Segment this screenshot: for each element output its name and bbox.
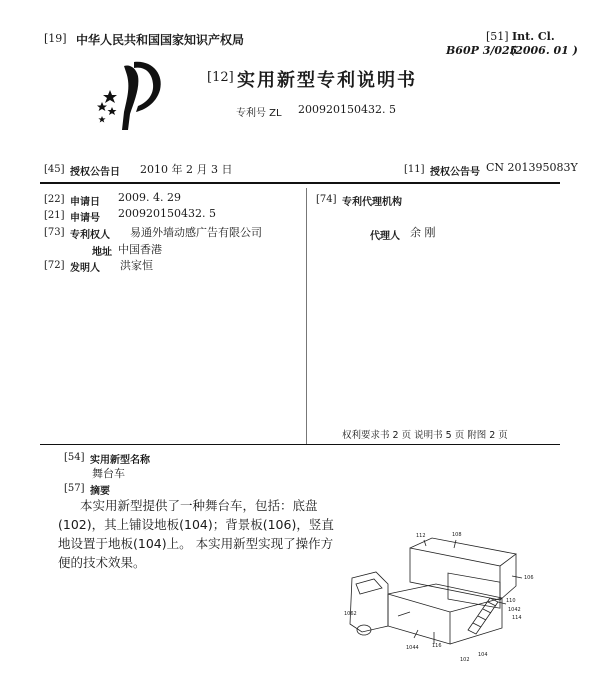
divider-middle: [40, 444, 560, 445]
agency-label: 专利代理机构: [342, 197, 402, 208]
divider-top: [40, 182, 560, 184]
emblem-curve: [134, 62, 161, 112]
code-73: [73]: [44, 227, 65, 238]
int-cl-date: (2006. 01 ): [510, 44, 578, 57]
address-label: 地址: [92, 247, 112, 258]
utility-model-name: 舞台车: [92, 467, 125, 480]
address: 中国香港: [118, 243, 162, 256]
stage-floor: [388, 584, 502, 612]
filing-date-label: 申请日: [70, 197, 100, 208]
emblem-swoosh: [122, 65, 138, 130]
figure-label-104: 104: [478, 652, 488, 658]
code-51: [51]: [486, 30, 509, 43]
figure-label-116: 116: [432, 643, 442, 649]
abstract-line-3: 地设置于地板(104)上。 本实用新型实现了操作方: [58, 536, 334, 551]
abstract-line-4: 便的技术效果。: [58, 555, 146, 570]
star-icon: [97, 90, 117, 123]
stage-truck-figure: [340, 532, 560, 672]
abstract-line-1: 本实用新型提供了一种舞台车，包括：底盘: [80, 498, 318, 513]
inventor: 洪家恒: [120, 259, 153, 272]
int-cl-label: Int. Cl.: [512, 30, 555, 43]
figure-label-114: 114: [512, 615, 522, 621]
patentee: 易通外墙动感广告有限公司: [130, 226, 262, 239]
filing-date: 2009. 4. 29: [118, 191, 181, 204]
pages-info: 权利要求书 2 页 说明书 5 页 附图 2 页: [342, 430, 508, 441]
office-name: 中华人民共和国国家知识产权局: [76, 33, 245, 47]
figure-label-108: 108: [452, 532, 462, 538]
announce-date: 2010 年 2 月 3 日: [140, 163, 233, 176]
figure-label-112: 112: [416, 533, 426, 539]
code-54: [54]: [64, 452, 85, 463]
sipo-logo: [90, 54, 170, 134]
application-number: 200920150432. 5: [118, 207, 216, 220]
patent-number: 200920150432. 5: [298, 103, 396, 116]
int-cl-value: B60P 3/025: [446, 44, 518, 57]
truck-cab: [350, 572, 388, 632]
code-21: [21]: [44, 210, 65, 221]
code-57: [57]: [64, 483, 85, 494]
abstract-line-2: (102)，其上铺设地板(104)；背景板(106)，竖直: [58, 517, 334, 532]
agent-name: 余 刚: [410, 226, 436, 239]
inventor-label: 发明人: [70, 263, 100, 274]
code-19: [19]: [44, 32, 67, 45]
application-number-label: 申请号: [70, 213, 100, 224]
code-74: [74]: [316, 194, 337, 205]
figure-label-1044: 1044: [406, 645, 419, 651]
figure-label-110: 110: [506, 598, 516, 604]
utility-model-name-label: 实用新型名称: [90, 455, 150, 466]
code-72: [72]: [44, 260, 65, 271]
figure-label-102: 102: [460, 657, 470, 663]
figure-label-106: 106: [524, 575, 534, 581]
code-45: [45]: [44, 164, 65, 175]
abstract-label: 摘要: [90, 486, 110, 497]
announce-number: CN 201395083Y: [486, 161, 578, 174]
document-type: 实用新型专利说明书: [237, 70, 417, 91]
code-11: [11]: [404, 164, 425, 175]
code-22: [22]: [44, 194, 65, 205]
patent-number-label: 专利号 ZL: [236, 108, 282, 119]
column-divider: [306, 188, 307, 444]
figure-label-1062: 1062: [344, 611, 357, 617]
code-12: [12]: [207, 70, 234, 85]
announce-date-label: 授权公告日: [70, 167, 120, 178]
agent-label: 代理人: [370, 231, 400, 242]
figure-label-1042: 1042: [508, 607, 521, 613]
patentee-label: 专利权人: [70, 230, 110, 241]
announce-number-label: 授权公告号: [430, 167, 480, 178]
